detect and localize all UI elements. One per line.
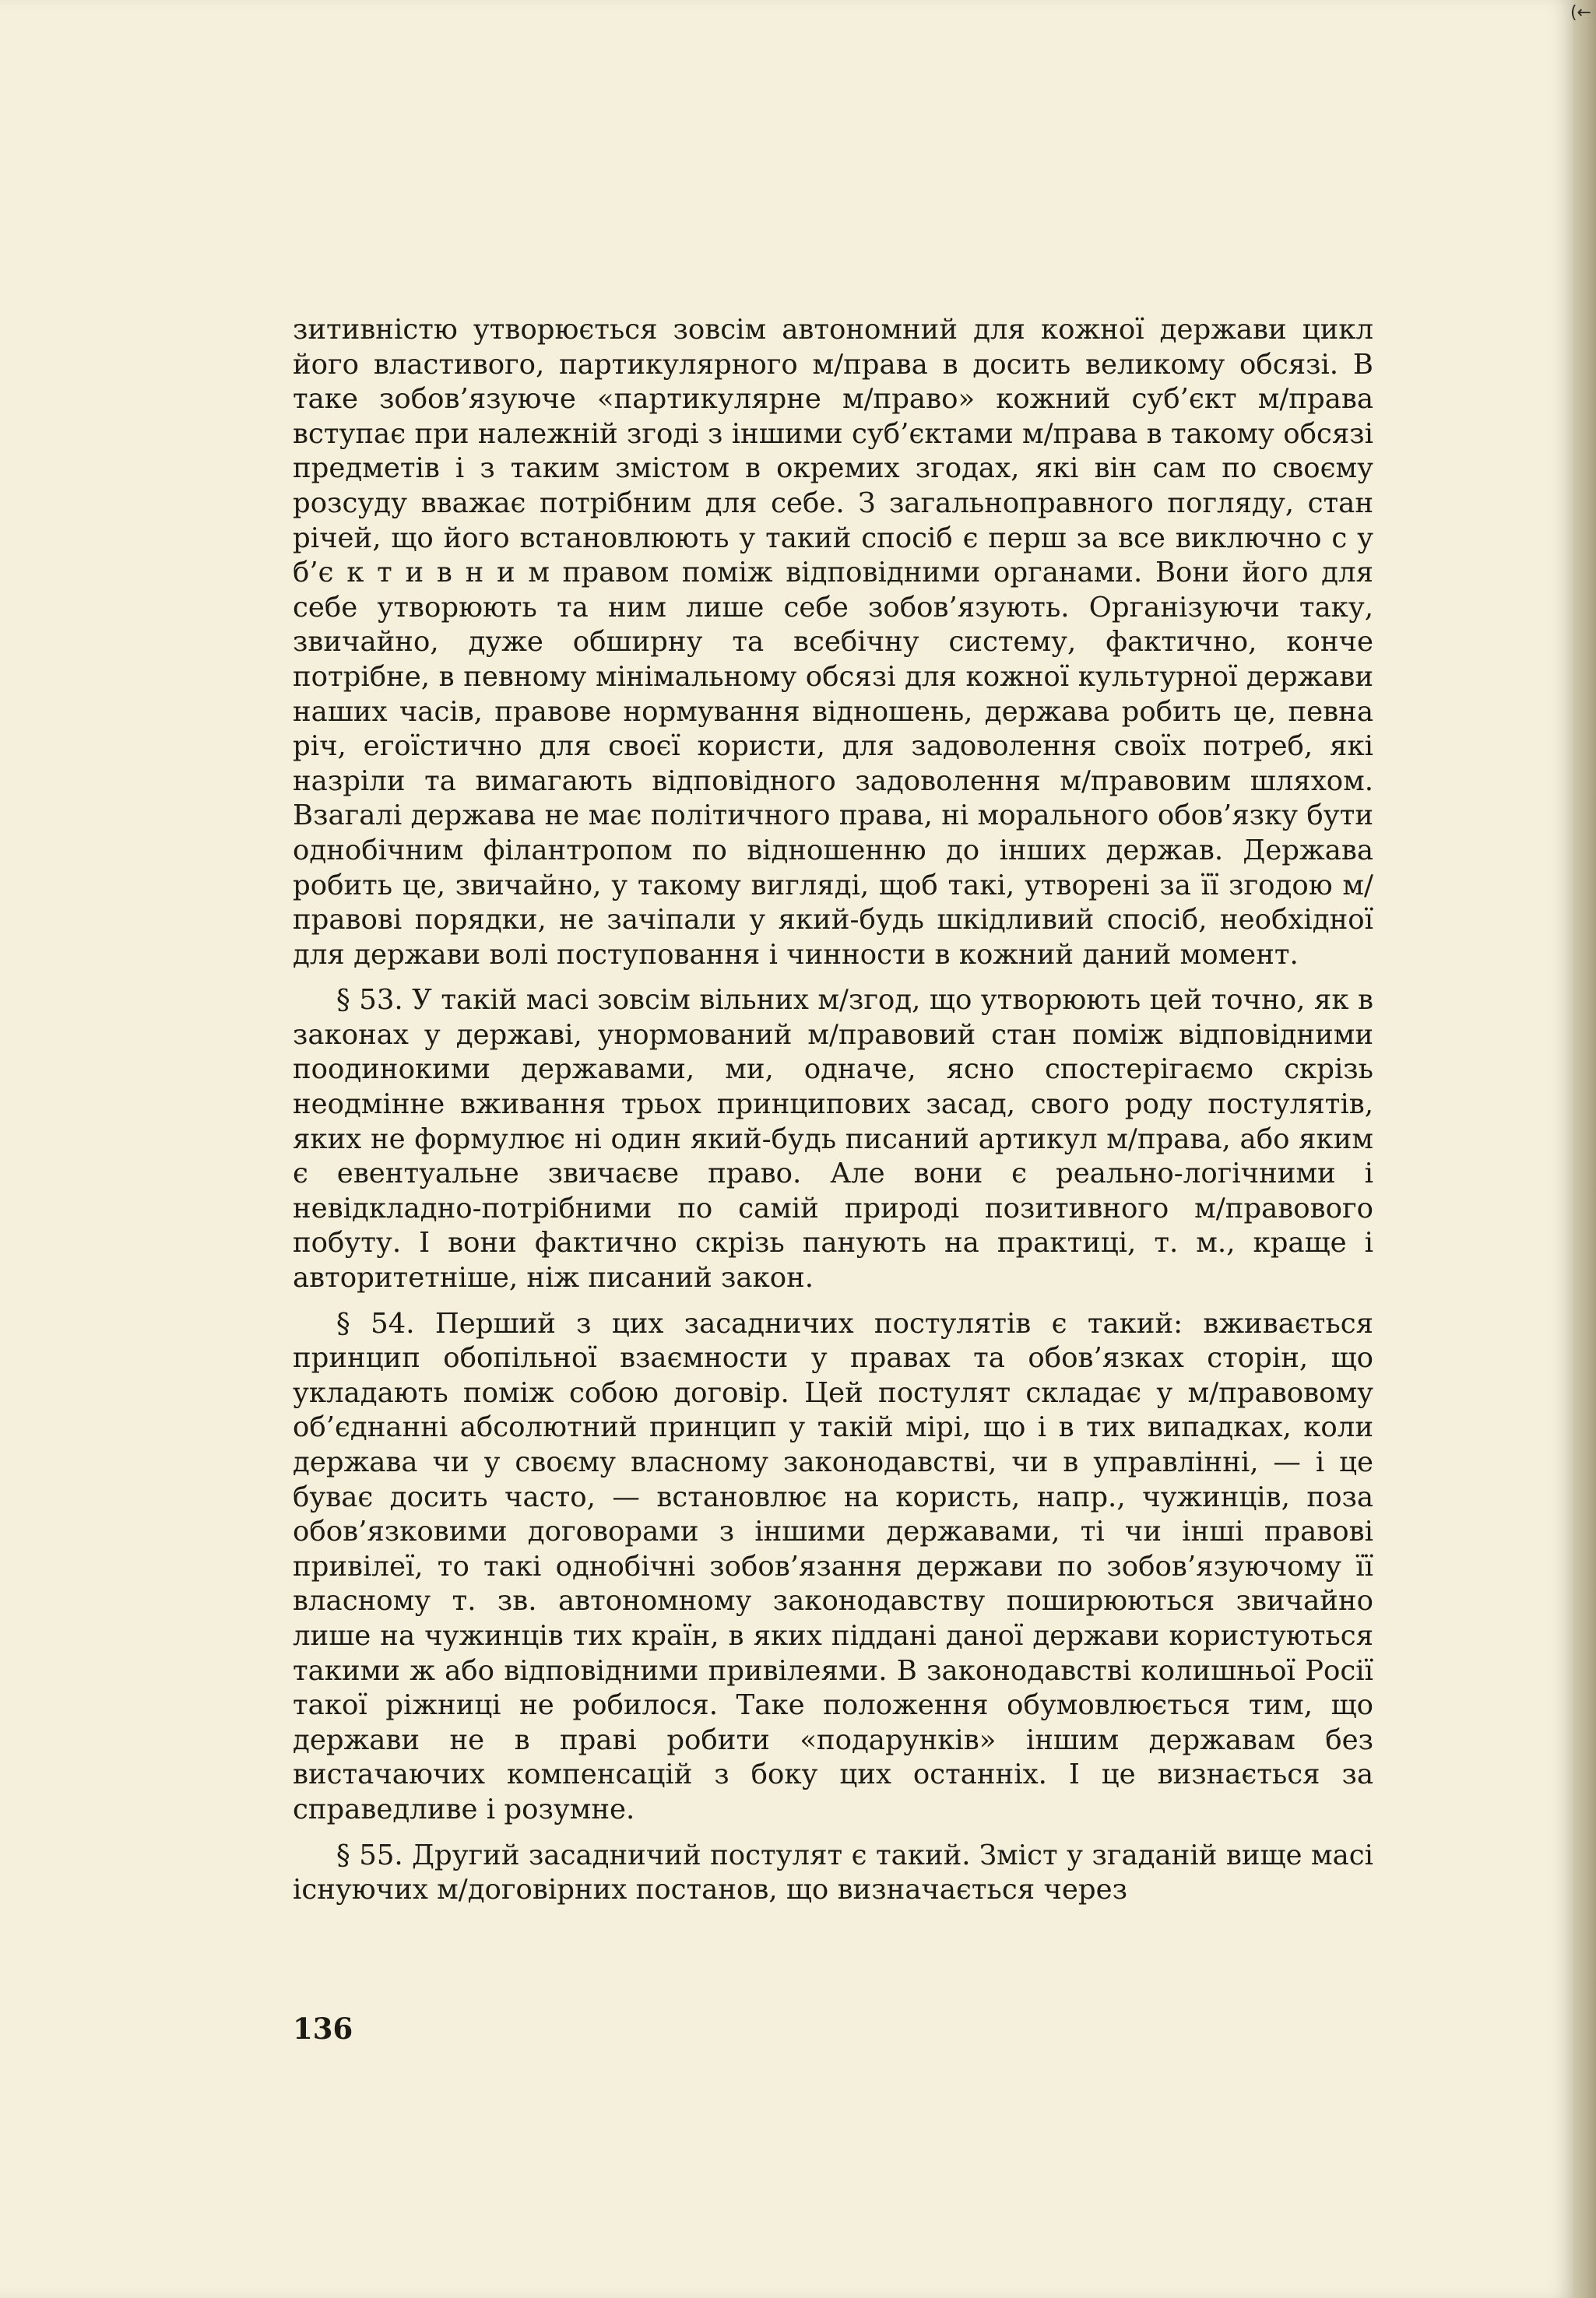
paragraph-section-54: § 54. Перший з цих засадничих постулятів є такий: вживається принцип обопільної взаємности у правах та обов’язках сторін, що укладають поміж собою договір. Цей постулят складає у м/правовому об’єднанні абсолютний принцип у такій мірі, що і в тих випадках, коли держава чи у своєму власному законодавстві, чи в управлінні, — і це буває досить часто, — встановлює на користь, напр., чужинців, поза обов’язковими договорами з іншими державами, ті чи інші правові привілеї, то такі однобічні зобов’язання держави по зобов’язуючому її власному т. зв. автономному законодавству поширюються звичайно лише на чужинців тих країн, в яких піддані даної держави користуються такими ж або відповідними привілеями. В законодавстві колишньої Росії такої ріжниці не робилося. Таке положення обумовлюється тим, що держави не в праві робити «подарунків» іншим державам без вистачаючих компенсацій з боку цих останніх. І це визнається за справедливе і розумне. (293, 1307, 1373, 1825)
paragraph-section-53: § 53. У такій масі зовсім вільних м/згод, що утворюють цей точно, як в законах у державі, унормований м/правовий стан поміж відповідними поодинокими державами, ми, одначе, ясно спостерігаємо скрізь неодмінне вживання трьох принципових засад, свого роду постулятів, яких не формулює ні один який-будь писаний артикул м/права, або яким є евентуальне звичаєве право. Але вони є реально-логічними і невідкладно-потрібними по самій природі позитивного м/правового побуту. І вони фактично скрізь панують на практиці, т. м., краще і авторитетніше, ніж писаний закон. (293, 984, 1373, 1295)
body-text (293, 313, 1373, 1908)
page-number: 136 (293, 2012, 353, 2046)
paragraph-section-55: § 55. Другий засадничий постулят є такий. Зміст у згаданій вище масі існуючих м/договірних постанов, що визначається через (293, 1839, 1373, 1906)
page-edge-shadow (1573, 0, 1596, 2298)
paragraph-continuation: зитивністю утворюється зовсім автономний для кожної держави цикл його властивого, партикулярного м/права в досить великому обсязі. В таке зобов’язуюче «партикулярне м/право» кожний суб’єкт м/права вступає при належній згоді з іншими суб’єктами м/права в такому обсязі предметів і з таким змістом в окремих згодах, які він сам по своєму розсуду вважає потрібним для себе. З загальноправного погляду, стан річей, що його встановлюють у такий спосіб є перш за все виключно с у б’є к т и в н и м правом поміж відповідними органами. Вони його для себе утворюють та ним лише себе зобов’язують. Організуючи таку, звичайно, дуже обширну та всебічну систему, фактично, конче потрібне, в певному мінімальному обсязі для кожної культурної держави наших часів, правове нормування відношень, держава робить це, певна річ, егоїстично для своєї користи, для задоволення своїх потреб, які назріли та вимагають відповідного задоволення м/правовим шляхом. Взагалі держава не має політичного права, ні морального обов’язку бути однобічним філантропом по відношенню до інших держав. Держава робить це, звичайно, у такому вигляді, щоб такі, утворені за її згодою м/правові порядки, не зачіпали у який-будь шкідливий спосіб, необхідної для держави волі поступовання і чинности в кожний даний момент. (293, 314, 1373, 971)
corner-mark: (← (1570, 3, 1591, 23)
